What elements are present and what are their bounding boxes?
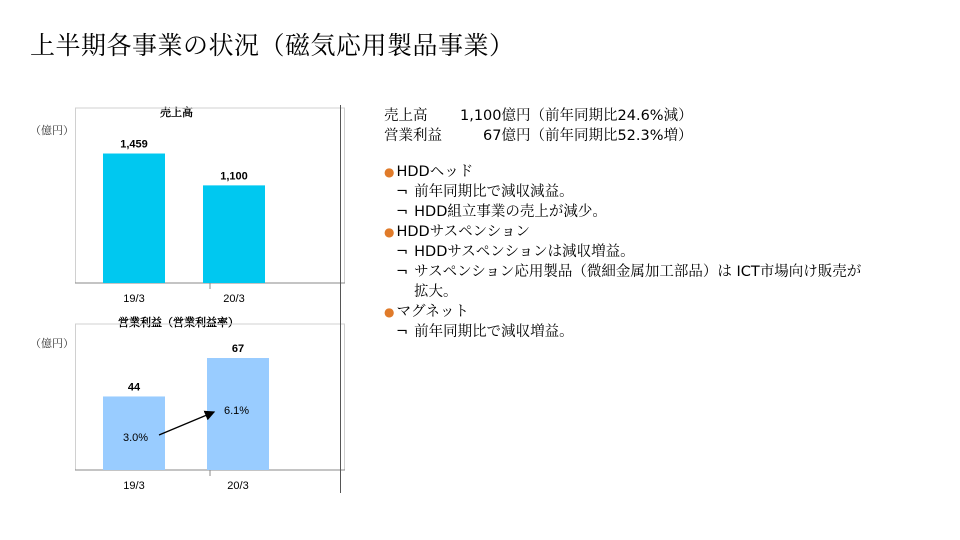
section-item: ¬ 前年同期比で減収増益。 bbox=[396, 324, 574, 340]
tick-label: 19/3 bbox=[123, 293, 145, 305]
sales-chart-title: 売上高 bbox=[160, 106, 193, 119]
section-item: ¬ HDDサスペンションは減収増益。 bbox=[396, 244, 635, 260]
tick-label: 20/3 bbox=[227, 480, 249, 492]
margin-label: 3.0% bbox=[123, 432, 149, 444]
section-item: ¬ サスペンション応用製品（微細金属加工部品）は ICT市場向け販売が bbox=[396, 264, 862, 280]
tick-label: 20/3 bbox=[223, 293, 245, 305]
bar bbox=[103, 154, 165, 283]
section-item: ¬ HDD組立事業の売上が減少。 bbox=[396, 204, 607, 220]
sub-bullet-icon: ¬ bbox=[396, 184, 409, 200]
vertical-divider bbox=[340, 105, 341, 493]
bar bbox=[203, 185, 265, 283]
sales-chart-unit: （億円） bbox=[30, 124, 74, 137]
profit-summary-row bbox=[384, 126, 693, 146]
sub-bullet-icon: ¬ bbox=[396, 204, 409, 220]
bullet-icon: ● bbox=[384, 305, 395, 319]
data-label: 67 bbox=[231, 343, 245, 356]
data-label: 1,459 bbox=[120, 138, 148, 151]
section-heading: ● HDDサスペンション bbox=[384, 224, 530, 240]
tick-label: 19/3 bbox=[123, 480, 145, 492]
sales-bar-chart bbox=[75, 108, 345, 305]
sub-bullet-icon: ¬ bbox=[396, 324, 409, 340]
data-label: 1,100 bbox=[220, 170, 248, 183]
section-item: ¬ 前年同期比で減収減益。 bbox=[396, 184, 574, 200]
sales-summary-value: 1,100億円（前年同期比24.6%減） bbox=[460, 108, 693, 124]
section-heading: ● マグネット bbox=[384, 304, 469, 320]
profit-bar-chart bbox=[75, 324, 345, 494]
profit-chart-title: 営業利益（営業利益率） bbox=[118, 316, 239, 329]
summary-block bbox=[384, 106, 693, 146]
profit-summary-value: 67億円（前年同期比52.3%増） bbox=[483, 128, 693, 144]
sales-summary-row bbox=[384, 106, 693, 126]
profit-summary-label: 営業利益 bbox=[384, 128, 442, 144]
bullet-icon: ● bbox=[384, 225, 395, 239]
sub-bullet-icon: ¬ bbox=[396, 264, 409, 280]
sub-bullet-icon: ¬ bbox=[396, 244, 409, 260]
profit-chart-unit: （億円） bbox=[30, 337, 74, 350]
data-label: 44 bbox=[127, 381, 141, 394]
business-sections bbox=[384, 162, 861, 342]
page-title: 上半期各事業の状況（磁気応用製品事業） bbox=[30, 31, 515, 60]
bullet-icon: ● bbox=[384, 165, 395, 179]
margin-label: 6.1% bbox=[224, 405, 250, 417]
sales-summary-label: 売上高 bbox=[384, 108, 428, 124]
section-item-continuation: 拡大。 bbox=[414, 284, 458, 300]
section-heading: ● HDDヘッド bbox=[384, 164, 474, 180]
growth-arrow bbox=[159, 412, 214, 435]
